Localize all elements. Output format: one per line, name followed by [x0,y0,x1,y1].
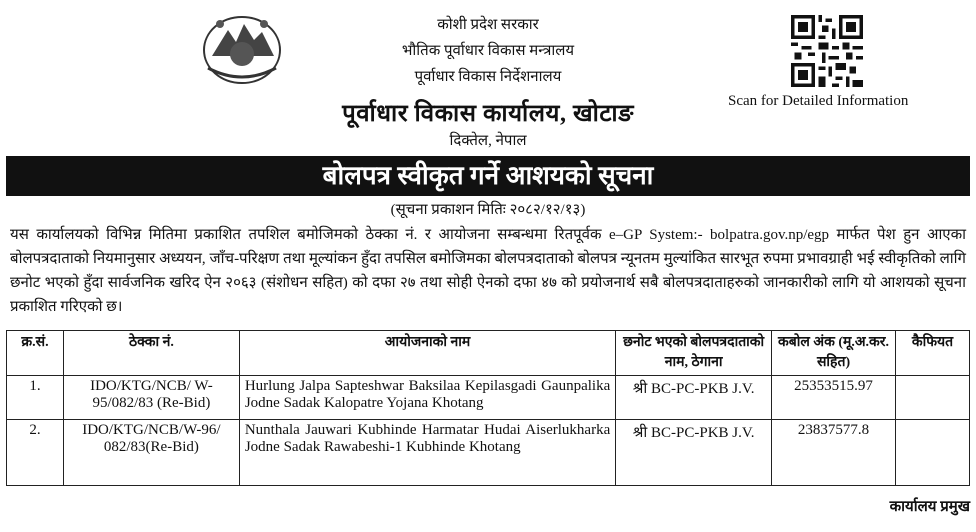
row-sn: 1. [7,376,64,420]
office-location: दिक्तेल, नेपाल [449,133,527,149]
row-amount: 23837577.8 [772,420,896,486]
gov-line-1: कोशी प्रदेश सरकार [437,17,539,33]
row-project: Nunthala Jauwari Kubhinde Harmatar Hudai Aiserlukharka Jodne Sadak Rawabeshi-1 Kubhinde Khotang [239,420,615,486]
row-amount: 25353515.97 [772,376,896,420]
notice-body: यस कार्यालयको विभिन्न मितिमा प्रकाशित तपशिल बमोजिमको ठेक्का नं. र आयोजना सम्बन्धमा रितपूर्वक e–GP System:- bolpatra.gov.np/egp मार्फत पेश हुन आएका बोलपत्रदाताको नियमानुसार अध्ययन, जाँच-परिक्षण तथा मूल्यांकन हुँदा तपसिल बमोजिमका बोलपत्रदाताको बोलपत्र न्यूनतम मुल्यांकित सारभूत रुपमा प्रभावग्राही भई स्वीकृतिको लागि छनोट भएको हुँदा सार्वजनिक खरिद ऐन २०६३ (संशोधन सहित) को दफा २७ तथा सोही ऐनको दफा ४७ को प्रयोजनार्थ सबै बोलपत्रदाताहरुको जानकारीको लागि यो आशयको सूचना प्रकाशित गरिएको छ। [10,227,966,315]
row-contract: IDO/KTG/NCB/ W-95/082/83 (Re-Bid) [63,376,239,420]
row-sn: 2. [7,420,64,486]
signature-label: कार्यालय प्रमुख [889,499,970,515]
row-contract: IDO/KTG/NCB/W-96/ 082/83(Re-Bid) [63,420,239,486]
notice-title: बोलपत्र स्वीकृत गर्ने आशयको सूचना [6,156,970,196]
table-row [7,376,970,420]
row-bidder: श्री BC-PC-PKB J.V. [616,420,772,486]
row-remarks [896,376,970,420]
publication-date: (सूचना प्रकाशन मितिः २०८२/१२/१३) [390,202,586,218]
award-table [6,330,970,486]
qr-code[interactable] [791,15,863,87]
col-project-header: आयोजनाको नाम [239,331,615,376]
row-project: Hurlung Jalpa Sapteshwar Baksilaa Kepilasgadi Gaunpalika Jodne Sadak Kalopatre Yojana Khotang [239,376,615,420]
row-bidder: श्री BC-PC-PKB J.V. [616,376,772,420]
col-contract-header: ठेक्का नं. [63,331,239,376]
office-name: पूर्वाधार विकास कार्यालय, खोटाङ [342,101,634,127]
table-header-row [7,331,970,376]
gov-line-2: भौतिक पूर्वाधार विकास मन्त्रालय [401,43,575,59]
row-remarks [896,420,970,486]
table-row [7,420,970,486]
col-sn-header: क्र.सं. [7,331,64,376]
col-amount-header: कबोल अंक (मू.अ.कर. सहित) [772,331,896,376]
scan-caption: Scan for Detailed Information [728,93,909,109]
col-remarks-header: कैफियत [896,331,970,376]
col-bidder-header: छनोट भएको बोलपत्रदाताको नाम, ठेगाना [616,331,772,376]
gov-line-3: पूर्वाधार विकास निर्देशनालय [414,69,562,85]
